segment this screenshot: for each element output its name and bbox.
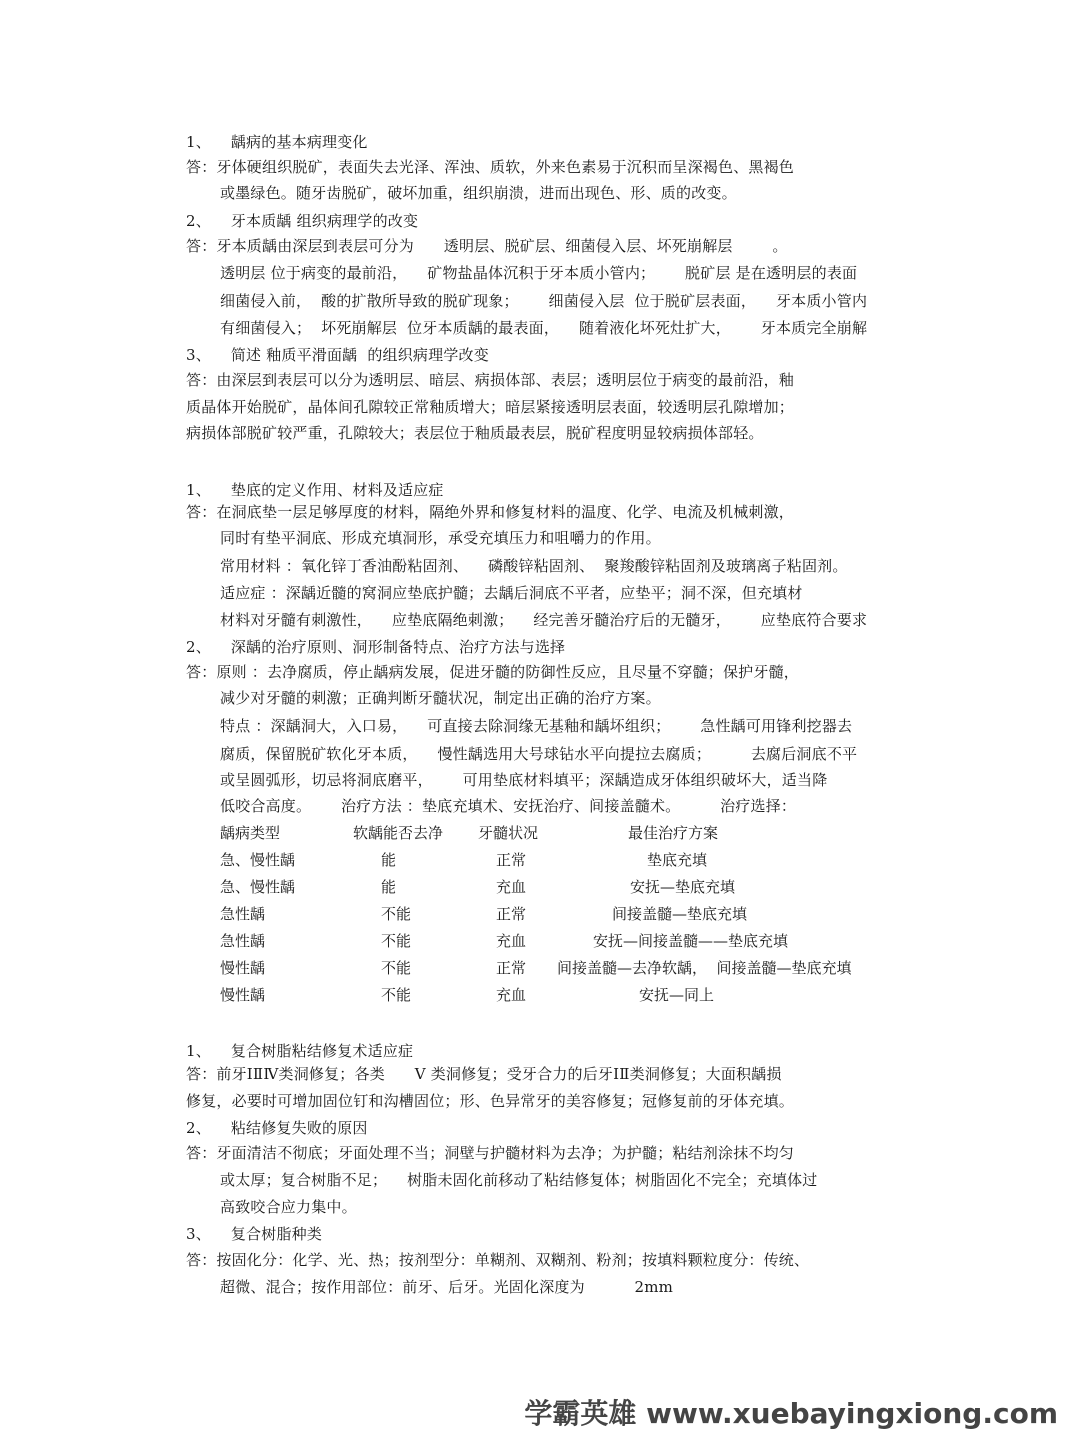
s3-q2-answer-line: 或太厚；复合树脂不足； 树脂未固化前移动了粘结修复体；树脂固化不完全；充填体过 [220, 1171, 818, 1189]
s3-q3-title: 3、 复合树脂种类 [186, 1225, 323, 1243]
s1-q1-title: 1、 龋病的基本病理变化 [186, 133, 368, 151]
s3-q2-title: 2、 粘结修复失败的原因 [186, 1119, 368, 1137]
cell-pulp: 正常 [496, 905, 527, 923]
s2-q1-answer-line: 材料对牙髓有刺激性， 应垫底隔绝刺激； 经完善牙髓治疗后的无髓牙， 应垫底符合要求 [220, 611, 868, 629]
header-best-plan: 最佳治疗方案 [628, 824, 719, 842]
s1-q1-answer-line: 或墨绿色。随牙齿脱矿，破坏加重，组织崩溃，进而出现色、形、质的改变。 [220, 184, 737, 202]
cell-plan: 间接盖髓—去净软龋， 间接盖髓—垫底充填 [557, 959, 852, 977]
s3-q1-title: 1、 复合树脂粘结修复术适应症 [186, 1042, 414, 1060]
s2-q1-title: 1、 垫底的定义作用、材料及适应症 [186, 481, 444, 499]
s2-q1-answer-line: 同时有垫平洞底、形成充填洞形，承受充填压力和咀嚼力的作用。 [220, 529, 661, 547]
cell-pulp: 充血 [496, 932, 527, 950]
s2-q2-answer-line: 腐质，保留脱矿软化牙本质， 慢性龋选用大号球钻水平向提拉去腐质； 去腐后洞底不平 [220, 745, 858, 763]
cell-removable: 不能 [381, 986, 412, 1004]
s1-q2-answer-line: 有细菌侵入； 坏死崩解层 位牙本质龋的最表面， 随着液化坏死灶扩大， 牙本质完全崩解 [220, 319, 868, 337]
cell-removable: 能 [381, 851, 397, 869]
cell-type: 急、慢性龋 [220, 851, 296, 869]
s3-q1-answer-line: 答：前牙ⅠⅡⅣ类洞修复；各类 Ⅴ 类洞修复；受牙合力的后牙ⅠⅡ类洞修复；大面积龋损 [186, 1065, 782, 1083]
s1-q3-answer-line: 质晶体开始脱矿，晶体间孔隙较正常釉质增大；暗层紧接透明层表面，较透明层孔隙增加； [186, 398, 795, 416]
cell-plan: 间接盖髓—垫底充填 [612, 905, 748, 923]
cell-pulp: 正常 [496, 959, 527, 977]
s1-q3-title: 3、 简述 釉质平滑面龋 的组织病理学改变 [186, 346, 489, 364]
cell-pulp: 正常 [496, 851, 527, 869]
s2-q1-answer-line: 答：在洞底垫一层足够厚度的材料，隔绝外界和修复材料的温度、化学、电流及机械刺激， [186, 503, 795, 521]
s2-q1-answer-line: 常用材料 ：氧化锌丁香油酚粘固剂、 磷酸锌粘固剂、 聚羧酸锌粘固剂及玻璃离子粘固剂。 [220, 557, 848, 575]
cell-plan: 安抚—同上 [639, 986, 715, 1004]
s2-q2-answer-line: 答：原则 ：去净腐质，停止龋病发展，促进牙髓的防御性反应，且尽量不穿髓；保护牙髓， [186, 663, 799, 681]
cell-removable: 不能 [381, 959, 412, 977]
s3-q3-answer-line: 超微、混合；按作用部位：前牙、后牙。光固化深度为 2mm [220, 1278, 674, 1296]
cell-removable: 不能 [381, 905, 412, 923]
cell-removable: 不能 [381, 932, 412, 950]
s3-q1-answer-line: 修复，必要时可增加固位钉和沟槽固位；形、色异常牙的美容修复；冠修复前的牙体充填。 [186, 1092, 795, 1110]
s3-q2-answer-line: 高致咬合应力集中。 [220, 1198, 357, 1216]
s1-q1-answer-line: 答：牙体硬组织脱矿，表面失去光泽、浑浊、质软，外来色素易于沉积而呈深褐色、黑褐色 [186, 158, 795, 176]
s1-q2-title: 2、 牙本质龋 组织病理学的改变 [186, 212, 419, 230]
s3-q2-answer-line: 答：牙面清洁不彻底；牙面处理不当；洞壁与护髓材料为去净；为护髓；粘结剂涂抹不均匀 [186, 1144, 795, 1162]
s1-q2-answer-line: 透明层 位于病变的最前沿， 矿物盐晶体沉积于牙本质小管内； 脱矿层 是在透明层的表面 [220, 264, 858, 282]
cell-plan: 安抚—间接盖髓——垫底充填 [593, 932, 789, 950]
s2-q2-answer-line: 低咬合高度。 治疗方法 ：垫底充填术、安抚治疗、间接盖髓术。 治疗选择： [220, 797, 797, 815]
s2-q1-answer-line: 适应症 ：深龋近髓的窝洞应垫底护髓；去龋后洞底不平者，应垫平；洞不深，但充填材 [220, 584, 803, 602]
cell-type: 急、慢性龋 [220, 878, 296, 896]
s2-q2-answer-line: 特点 ：深龋洞大，入口易， 可直接去除洞缘无基釉和龋坏组织； 急性龋可用锋利挖器去 [220, 717, 853, 735]
cell-pulp: 充血 [496, 878, 527, 896]
header-soft-caries: 软龋能否去净 [353, 824, 444, 842]
cell-plan: 安抚—垫底充填 [630, 878, 736, 896]
cell-removable: 能 [381, 878, 397, 896]
s2-q2-answer-line: 或呈圆弧形，切忌将洞底磨平， 可用垫底材料填平；深龋造成牙体组织破坏大，适当降 [220, 771, 828, 789]
site-watermark: 学霸英雄 www.xuebayingxiong.com [524, 1397, 1058, 1430]
cell-type: 慢性龋 [220, 986, 266, 1004]
s3-q3-answer-line: 答：按固化分：化学、光、热；按剂型分：单糊剂、双糊剂、粉剂；按填料颗粒度分：传统、 [186, 1251, 810, 1269]
s1-q3-answer-line: 病损体部脱矿较严重，孔隙较大；表层位于釉质最表层，脱矿程度明显较病损体部轻。 [186, 424, 764, 442]
s1-q2-answer-line: 答：牙本质龋由深层到表层可分为 透明层、脱矿层、细菌侵入层、坏死崩解层 。 [186, 237, 788, 255]
s1-q2-answer-line: 细菌侵入前， 酸的扩散所导致的脱矿现象； 细菌侵入层 位于脱矿层表面， 牙本质小管内 [220, 292, 868, 310]
s2-q2-answer-line: 减少对牙髓的刺激；正确判断牙髓状况，制定出正确的治疗方案。 [220, 689, 661, 707]
cell-plan: 垫底充填 [647, 851, 708, 869]
header-pulp-status: 牙髓状况 [478, 824, 539, 842]
cell-type: 急性龋 [220, 905, 266, 923]
s2-q2-title: 2、 深龋的治疗原则、洞形制备特点、治疗方法与选择 [186, 638, 566, 656]
cell-type: 慢性龋 [220, 959, 266, 977]
cell-pulp: 充血 [496, 986, 527, 1004]
header-caries-type: 龋病类型 [220, 824, 281, 842]
s1-q3-answer-line: 答：由深层到表层可以分为透明层、暗层、病损体部、表层；透明层位于病变的最前沿，釉 [186, 371, 795, 389]
cell-type: 急性龋 [220, 932, 266, 950]
